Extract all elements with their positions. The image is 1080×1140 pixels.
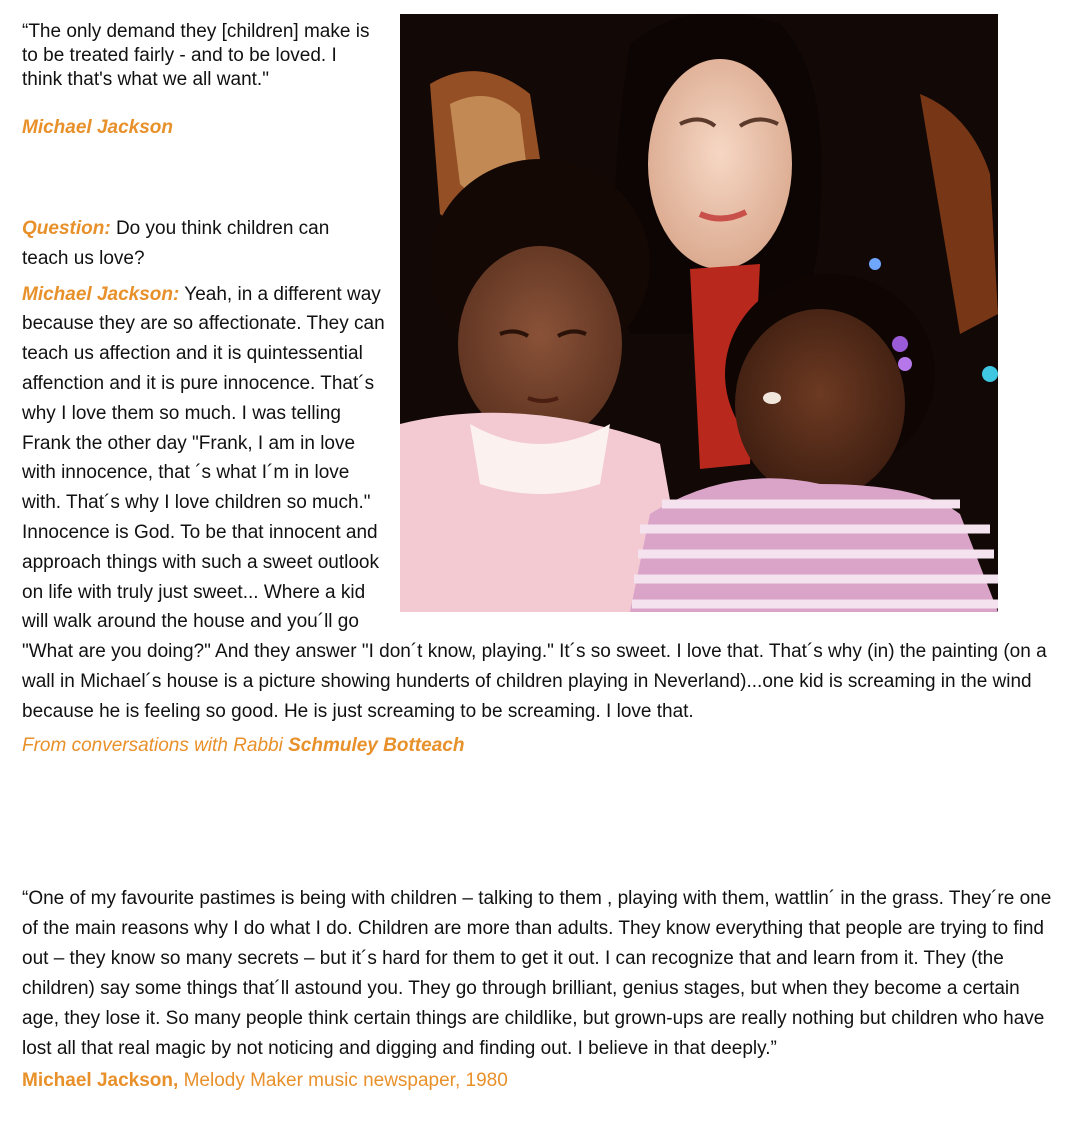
question-text: Do you think children can teach us love? (22, 218, 330, 269)
quote-2-attribution (22, 1068, 508, 1094)
interview-source (22, 733, 1052, 759)
interview-section (22, 214, 1052, 759)
quote-2-attribution-source: Melody Maker music newspaper, 1980 (178, 1070, 508, 1091)
quote-2-attribution-name: Michael Jackson, (22, 1070, 179, 1091)
interview-source-name: Schmuley Botteach (288, 734, 465, 756)
question (22, 214, 352, 274)
answer-label: Michael Jackson: (22, 283, 180, 305)
photo-michael-with-children (400, 14, 998, 612)
question-label: Question: (22, 218, 111, 239)
quote-1-attribution: Michael Jackson (22, 117, 174, 138)
quote-1: “The only demand they [children] make is to be treated fairly - and to be loved. I think that's what we all want." (22, 21, 370, 90)
photo-illustration (400, 14, 998, 612)
answer-text: Yeah, in a different way because they are so affectionate. They can teach us affection and it is quintessential affenction and it is pure innocence. That´s why I love them so much. I was telling Frank the other day "Frank, I am in love with innocence, that ´s what I´m in love with. That´s why I love children so much." Innocence is God. To be that innocent and approach things with such a sweet outlook on life with truly just sweet... Where a kid will walk around the house and you´ll go "What are you doing?" And they answer "I don´t know, playing." It´s so sweet. I love that. That´s why (in) the painting (on a wall in Michael´s house is a picture showing hunderts of children playing in Neverland)...one kid is screaming in the wind because he is feeling so good. He is just screaming to be screaming. I love that. (22, 283, 1047, 722)
interview-source-prefix: From conversations with Rabbi (22, 734, 289, 756)
quote-2: “One of my favourite pastimes is being with children – talking to them , playing with them, wattlin´ in the grass. They´re one of the main reasons why I do what I do. Children are more than adults. They know everything that people are trying to find out – they know so many secrets – but it´s hard for them to get it out. I can recognize that and learn from it. They (the children) say some things that´ll astound you. They go through brilliant, genius stages, but when they become a certain age, they lose it. So many people think certain things are childlike, but grown-ups are really nothing but children who have lost all that real magic by not noticing and digging and finding out. I believe in that deeply.” (22, 888, 1052, 1059)
